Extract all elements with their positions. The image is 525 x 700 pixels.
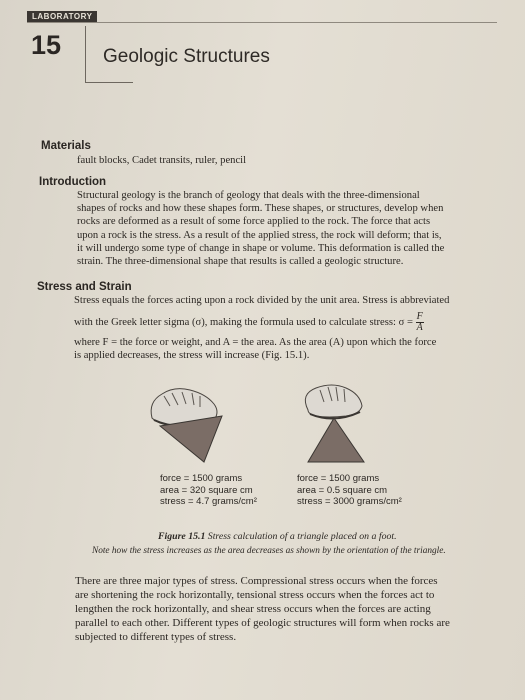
stress-line-1: Stress equals the forces acting upon a rock divided by the unit area. Stress is abbreviated xyxy=(74,295,450,306)
stress-line-3: where F = the force or weight, and A = the area. As the area (A) upon which the force xyxy=(74,337,437,348)
materials-heading: Materials xyxy=(41,140,91,152)
chapter-number: 15 xyxy=(31,30,62,60)
right-triangle-icon xyxy=(308,418,364,462)
lab-tag: LABORATORY xyxy=(27,11,97,22)
right-stress: stress = 3000 grams/cm² xyxy=(297,496,402,507)
formula-denominator: A xyxy=(416,322,423,333)
left-area: area = 320 square cm xyxy=(160,484,253,496)
stress-formula xyxy=(416,312,424,333)
right-figure-values xyxy=(297,473,402,508)
formula-numerator: F xyxy=(416,311,423,322)
intro-line: rocks are deformed as a result of some force applied to the rock. The force that acts xyxy=(77,216,431,228)
figure-caption-note: Note how the stress increases as the area decreases as shown by the orientation of the triangle. xyxy=(92,546,446,556)
figure-caption xyxy=(158,531,397,542)
intro-line: shapes of rocks and how these shapes form. These shapes, or structures, develop when xyxy=(77,203,444,215)
intro-line: it will undergo some type of change in shape or volume. This deformation is called the xyxy=(77,242,445,254)
stress-strain-heading: Stress and Strain xyxy=(37,281,132,293)
introduction-heading: Introduction xyxy=(39,176,107,188)
closing-line: parallel to each other. Different types of geologic structures will form when rocks are xyxy=(75,617,450,629)
introduction-body xyxy=(77,189,497,268)
right-area: area = 0.5 square cm xyxy=(297,484,388,496)
closing-line: There are three major types of stress. Compressional stress occurs when the forces xyxy=(75,575,438,587)
left-figure-values xyxy=(160,473,257,508)
left-force: force = 1500 grams xyxy=(160,473,243,484)
top-rule xyxy=(27,22,497,23)
closing-line: lengthen the rock horizontally, and shear stress occurs when the forces are acting xyxy=(75,603,431,615)
caption-text: Stress calculation of a triangle placed on a foot. xyxy=(205,531,397,542)
figure-illustration xyxy=(140,380,400,470)
chapter-divider-horizontal xyxy=(85,82,133,83)
intro-line: Structural geology is the branch of geology that deals with the three-dimensional xyxy=(77,190,420,201)
chapter-title: Geologic Structures xyxy=(103,46,270,67)
stress-types-paragraph xyxy=(75,574,505,644)
right-force: force = 1500 grams xyxy=(297,473,380,484)
right-shoe-icon xyxy=(305,385,362,419)
left-stress: stress = 4.7 grams/cm² xyxy=(160,496,257,507)
chapter-divider-vertical xyxy=(85,26,86,82)
materials-items: fault blocks, Cadet transits, ruler, pencil xyxy=(77,155,247,166)
stress-line-2 xyxy=(74,312,499,333)
closing-line: are shortening the rock horizontally, tensional stress occurs when the forces act to xyxy=(75,589,435,601)
intro-line: upon a rock is the stress. As a result of the applied stress, the rock will deform; that is, xyxy=(77,229,442,241)
closing-line: subjected to different types of stress. xyxy=(75,631,237,643)
stress-line-4: is applied decreases, the stress will increase (Fig. 15.1). xyxy=(74,350,310,361)
intro-line: strain. The three-dimensional shape that results is called a geologic structure. xyxy=(77,256,404,268)
caption-label: Figure 15.1 xyxy=(158,531,206,542)
stress-line-2-text: with the Greek letter sigma (σ), making the formula used to calculate stress: σ = xyxy=(74,316,413,328)
